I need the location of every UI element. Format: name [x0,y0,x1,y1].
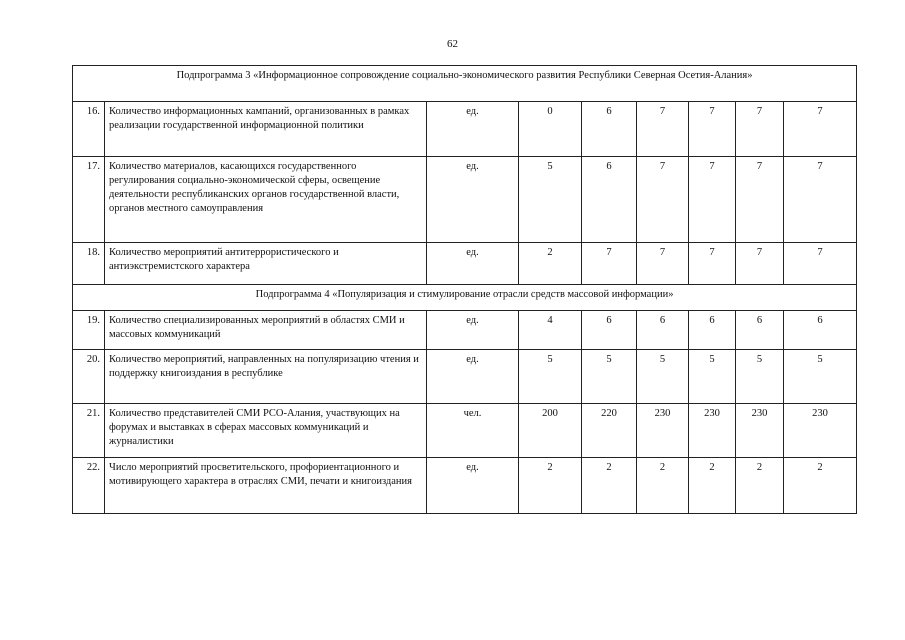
value-cell: 6 [582,311,637,350]
table-row [73,157,857,243]
indicator-name: Количество представителей СМИ РСО-Алания, участвующих на форумах и выставках в сферах массовых коммуникаций и журналистики [105,404,427,458]
value-cell: 5 [784,350,857,404]
value-cell: 7 [637,102,689,157]
indicator-name: Количество мероприятий антитеррористического и антиэкстремистского характера [105,243,427,285]
value-cell: 7 [637,157,689,243]
indicator-name: Количество информационных кампаний, организованных в рамках реализации государственной информационной политики [105,102,427,157]
value-cell: 7 [736,243,784,285]
table-row [73,102,857,157]
value-cell: 5 [519,157,582,243]
section-title: Подпрограмма 4 «Популяризация и стимулирование отрасли средств массовой информации» [73,285,857,311]
value-cell: 7 [637,243,689,285]
value-cell: 6 [689,311,736,350]
value-cell: 6 [637,311,689,350]
value-cell: 230 [736,404,784,458]
value-cell: 7 [582,243,637,285]
value-cell: 200 [519,404,582,458]
value-cell: 5 [637,350,689,404]
unit-cell: ед. [427,243,519,285]
unit-cell: ед. [427,157,519,243]
table-row [73,243,857,285]
row-number: 18. [73,243,105,285]
unit-cell: ед. [427,102,519,157]
value-cell: 2 [784,458,857,514]
value-cell: 6 [582,102,637,157]
value-cell: 5 [689,350,736,404]
section-header-row [73,285,857,311]
table-row [73,404,857,458]
value-cell: 2 [689,458,736,514]
value-cell: 7 [784,157,857,243]
unit-cell: ед. [427,350,519,404]
value-cell: 230 [689,404,736,458]
value-cell: 5 [519,350,582,404]
value-cell: 2 [637,458,689,514]
row-number: 20. [73,350,105,404]
indicator-name: Число мероприятий просветительского, профориентационного и мотивирующего характера в отраслях СМИ, печати и книгоиздания [105,458,427,514]
unit-cell: чел. [427,404,519,458]
value-cell: 7 [784,102,857,157]
value-cell: 7 [689,157,736,243]
section-header-row [73,66,857,102]
value-cell: 5 [736,350,784,404]
table-row [73,350,857,404]
unit-cell: ед. [427,458,519,514]
value-cell: 7 [736,102,784,157]
value-cell: 2 [582,458,637,514]
row-number: 22. [73,458,105,514]
unit-cell: ед. [427,311,519,350]
value-cell: 7 [784,243,857,285]
value-cell: 0 [519,102,582,157]
value-cell: 2 [519,458,582,514]
indicators-table [72,65,857,514]
row-number: 17. [73,157,105,243]
value-cell: 6 [582,157,637,243]
page-number: 62 [447,38,458,50]
value-cell: 2 [736,458,784,514]
value-cell: 220 [582,404,637,458]
value-cell: 7 [736,157,784,243]
value-cell: 7 [689,243,736,285]
value-cell: 6 [784,311,857,350]
value-cell: 230 [637,404,689,458]
indicator-name: Количество материалов, касающихся государственного регулирования социально-экономической сферы, освещение деятельности республиканских органов государственной власти, органов местного самоуправления [105,157,427,243]
value-cell: 230 [784,404,857,458]
section-title: Подпрограмма 3 «Информационное сопровождение социально-экономического развития Республики Северная Осетия-Алания» [73,66,857,102]
table-row [73,311,857,350]
value-cell: 6 [736,311,784,350]
indicator-name: Количество специализированных мероприятий в областях СМИ и массовых коммуникаций [105,311,427,350]
value-cell: 2 [519,243,582,285]
table-row [73,458,857,514]
row-number: 21. [73,404,105,458]
row-number: 16. [73,102,105,157]
value-cell: 7 [689,102,736,157]
row-number: 19. [73,311,105,350]
value-cell: 4 [519,311,582,350]
indicator-name: Количество мероприятий, направленных на популяризацию чтения и поддержку книгоиздания в республике [105,350,427,404]
value-cell: 5 [582,350,637,404]
